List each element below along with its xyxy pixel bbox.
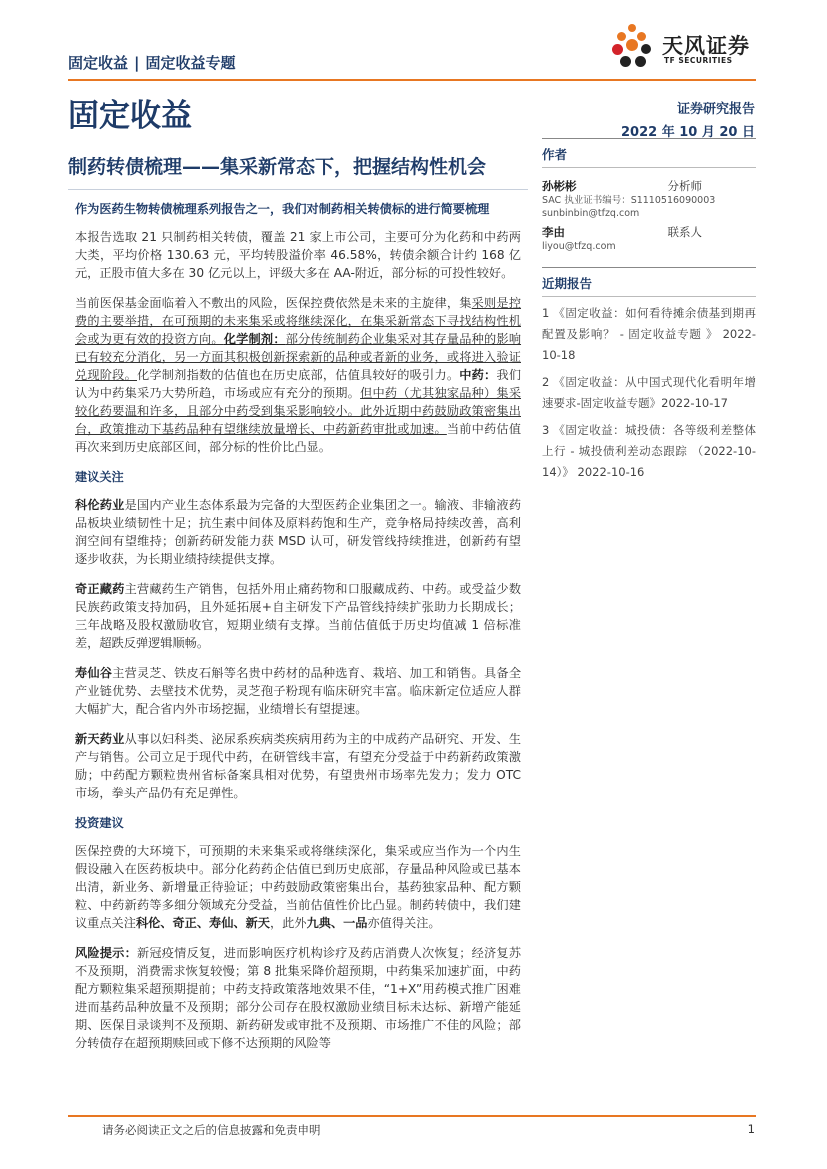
company-shouxiangu: 寿仙谷主营灵芝、铁皮石斛等名贵中药材的品种选育、栽培、加工和销售。具备全产业链优势、去壁技术优势，灵芝孢子粉现有临床研究丰富。临床新定位适应人群大幅扩大，配合省内外市场挖掘，业绩增长有望提速。 bbox=[75, 666, 522, 716]
author-role: 联系人 bbox=[667, 225, 702, 239]
paragraph-invest-advice: 医保控费的大环境下，可预期的未来集采或将继续深化，集采或应当作为一个内生假设融入在医药板块中。部分化药药企估值已到历史底部，存量品种风险或已基本出清，新业务、新增量正待验证；中药鼓励政策密集出台，基药独家品种、配方颗粒、中药新药等多细分领域充分受益，当前估值性价比凸显。制药转债中，我们建议重点关注科伦、奇正、寿仙、新天，此外九典、一品亦值得关注。 bbox=[75, 844, 521, 930]
lead-summary: 作为医药生物转债梳理系列报告之一，我们对制药相关转债标的进行简要梳理 bbox=[75, 202, 490, 216]
recent-report-item[interactable]: 3 《固定收益：城投债：各等级利差整体上行 - 城投债利差动态跟踪 （2022-10-14）》 2022-10-16 bbox=[542, 423, 756, 479]
company-qizheng: 奇正藏药主营藏药生产销售，包括外用止痛药物和口服藏成药、中药。或受益少数民族药政策支持加码，且外延拓展+自主研发下产品管线持续扩张助力长期成长；三年战略及股权激励收官，短期业绩有支撑。当前估值低于历史均值减 1 倍标准差，超跌反弹逻辑顺畅。 bbox=[75, 582, 522, 650]
report-type: 证券研究报告 bbox=[676, 102, 755, 117]
section-heading-focus: 建议关注 bbox=[75, 470, 124, 484]
author-email[interactable]: liyou@tfzq.com bbox=[542, 241, 616, 252]
authors-heading: 作者 bbox=[542, 138, 756, 168]
author-role: 分析师 bbox=[667, 179, 702, 193]
footer-divider bbox=[68, 1115, 756, 1117]
logo-english-name: TF SECURITIES bbox=[664, 56, 733, 65]
header-divider bbox=[68, 79, 756, 81]
company-kelun: 科伦药业是国内产业生态体系最为完备的大型医药企业集团之一。输液、非输液药品板块业绩韧性十足；抗生素中间体及原料药饱和生产，竞争格局持续改善，高利润空间有望维持；创新药研发能力获 MSD 认可，研发管线持续推进，创新药有望逐步收获，为长期业绩持续提供支撑。 bbox=[75, 498, 522, 566]
recent-report-item[interactable]: 1 《固定收益：如何看待摊余债基到期再配置及影响？ - 固定收益专题 》 2022-10-18 bbox=[542, 306, 756, 362]
breadcrumb-subsection: 固定收益专题 bbox=[145, 54, 236, 72]
paragraph-policy: 当前医保基金面临着入不敷出的风险，医保控费依然是未来的主旋律，集采则是控费的主要举措，在可预期的未来集采或将继续深化，在集采新常态下寻找结构性机会或为更有效的投资方向。化学制剂：部分传统制药企业集采对其存量品种的影响已有较充分消化，另一方面其积极创新探索新的品种或者新的业务，或将进入验证兑现阶段。化学制剂指数的估值也在历史底部，估值具较好的吸引力。中药：我们认为中药集采乃大势所趋，市场或应有充分的预期。但中药（尤其独家品种）集采较化药要温和许多，且部分中药受到集采影响较小。此外近期中药鼓励政策密集出台，政策推动下基药品种有望继续放量增长、中药新药审批或加速。当前中药估值再次来到历史底部区间，部分标的性价比凸显。 bbox=[75, 296, 522, 454]
logo-chinese-name: 天风证券 bbox=[662, 34, 750, 58]
company-xintian: 新天药业从事以妇科类、泌尿系疾病类疾病用药为主的中成药产品研究、开发、生产与销售。公司立足于现代中药，在研管线丰富，有望充分受益于中药新药政策激励；中药配方颗粒贵州省标备案具相对优势，有望贵州市场率先发力；发力 OTC 市场，拳头产品仍有充足弹性。 bbox=[75, 732, 522, 800]
breadcrumb-separator: | bbox=[134, 54, 140, 72]
author-name: 李由 bbox=[542, 225, 565, 239]
paragraph-risk: 风险提示：新冠疫情反复，进而影响医疗机构诊疗及药店消费人次恢复；经济复苏不及预期，消费需求恢复较慢；第 8 批集采降价超预期，中药集采加速扩面，中药配方颗粒集采超预期提前；中药支持政策落地效果不佳，“1+X”用药模式推广困难进而基药品种放量不及预期；部分公司存在股权激励业绩目标未达标、新增产能延期、医保目录谈判不及预期、新药研发或审批不及预期、市场推广不佳的风险；部分转债存在超预期赎回或下修不达预期的风险等 bbox=[75, 946, 522, 1050]
page-title: 固定收益 bbox=[68, 98, 192, 134]
main-content bbox=[75, 200, 521, 1064]
author-block bbox=[542, 178, 756, 253]
page-number: 1 bbox=[747, 1122, 755, 1136]
paragraph-overview: 本报告选取 21 只制药相关转债，覆盖 21 家上市公司，主要可分为化药和中药两大类，平均价格 130.63 元，平均转股溢价率 46.58%，转债余额合计约 168 亿元，正股市值大多在 30 亿元以上，评级大多在 AA-附近，部分标的可投性较好。 bbox=[75, 230, 521, 280]
author-name: 孙彬彬 bbox=[542, 179, 577, 193]
breadcrumb bbox=[68, 52, 236, 73]
recent-report-item[interactable]: 2 《固定收益：从中国式现代化看明年增速要求-固定收益专题》2022-10-17 bbox=[542, 375, 756, 410]
sidebar bbox=[542, 138, 756, 483]
company-logo bbox=[612, 24, 762, 70]
breadcrumb-section: 固定收益 bbox=[68, 54, 129, 72]
section-heading-invest: 投资建议 bbox=[75, 816, 124, 830]
author-cert: SAC 执业证书编号：S1110516090003 bbox=[542, 195, 716, 206]
author-email[interactable]: sunbinbin@tfzq.com bbox=[542, 208, 640, 219]
report-subtitle: 制药转债梳理——集采新常态下，把握结构性机会 bbox=[68, 152, 528, 190]
footer-disclaimer: 请务必阅读正文之后的信息披露和免责申明 bbox=[102, 1123, 321, 1137]
logo-mark-icon bbox=[612, 24, 652, 70]
recent-reports-heading: 近期报告 bbox=[542, 267, 756, 297]
report-date: 2022 年 10 月 20 日 bbox=[621, 125, 755, 140]
